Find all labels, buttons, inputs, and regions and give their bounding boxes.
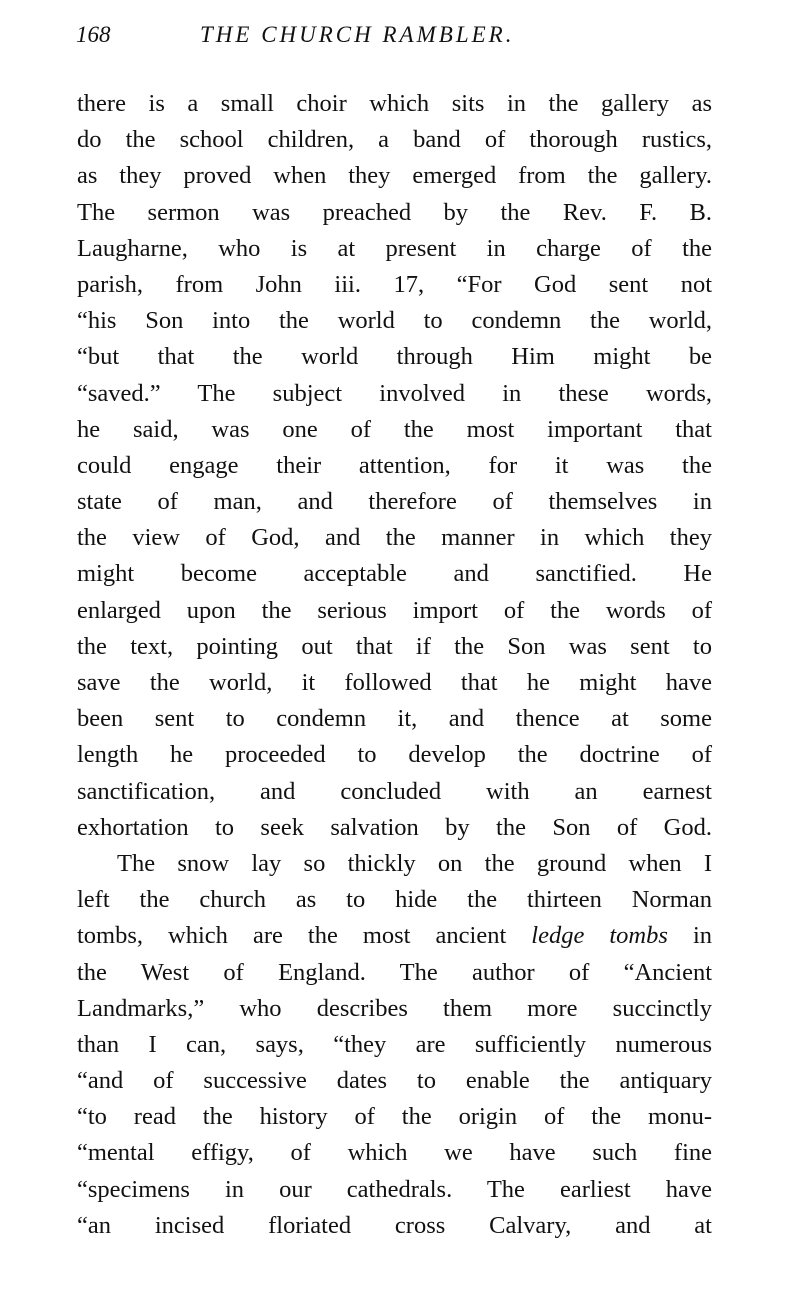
page-body	[77, 86, 712, 1244]
text-line: enlarged upon the serious import of the words of	[77, 596, 712, 624]
text-line: as they proved when they emerged from the gallery.	[77, 162, 712, 190]
text-line: “saved.” The subject involved in these words,	[77, 379, 712, 407]
text-line: could engage their attention, for it was the	[77, 451, 712, 479]
text-line: been sent to condemn it, and thence at some	[77, 705, 712, 733]
text-line: Landmarks,” who describes them more succinctly	[77, 994, 712, 1022]
text-line: than I can, says, “they are sufficiently numerous	[77, 1030, 712, 1058]
text-line: state of man, and therefore of themselves in	[77, 488, 712, 516]
text-line: sanctification, and concluded with an earnest	[77, 777, 712, 805]
text-line: “to read the history of the origin of the monu-	[77, 1103, 712, 1131]
running-header	[76, 22, 616, 52]
text-line: left the church as to hide the thirteen Norman	[77, 886, 712, 914]
text-line: “mental effigy, of which we have such fine	[77, 1139, 712, 1167]
text-line: the text, pointing out that if the Son was sent to	[77, 632, 712, 660]
text-line: The sermon was preached by the Rev. F. B.	[77, 198, 712, 226]
text-line: parish, from John iii. 17, “For God sent not	[77, 270, 712, 298]
text-line: exhortation to seek salvation by the Son of God.	[77, 813, 712, 841]
text-line: The snow lay so thickly on the ground when I	[117, 849, 712, 877]
text-line: tombs, which are the most ancient ledge tombs in	[77, 922, 713, 950]
text-line: “his Son into the world to condemn the world,	[77, 307, 712, 335]
text-line: “but that the world through Him might be	[77, 343, 712, 371]
text-line: there is a small choir which sits in the gallery as	[77, 90, 712, 117]
running-title: THE CHURCH RAMBLER.	[200, 22, 515, 47]
text-line: the view of God, and the manner in which they	[77, 524, 712, 552]
text-line: save the world, it followed that he might have	[77, 669, 712, 696]
paragraph-2	[77, 846, 712, 1244]
text-line: length he proceeded to develop the doctrine of	[77, 741, 712, 769]
italic-term: ledge tombs	[531, 922, 668, 950]
text-line: “an incised floriated cross Calvary, and at	[77, 1211, 712, 1239]
text-line: the West of England. The author of “Ancient	[77, 958, 712, 986]
text-line: he said, was one of the most important that	[77, 415, 712, 443]
text-line: might become acceptable and sanctified. He	[77, 560, 712, 588]
text-line: “specimens in our cathedrals. The earliest have	[77, 1175, 712, 1203]
text-line: Laugharne, who is at present in charge of the	[77, 234, 712, 262]
paragraph-1	[77, 86, 712, 846]
text-line: do the school children, a band of thorough rustics,	[77, 126, 712, 154]
text-line: “and of successive dates to enable the antiquary	[77, 1067, 712, 1095]
page-number: 168	[76, 22, 111, 47]
